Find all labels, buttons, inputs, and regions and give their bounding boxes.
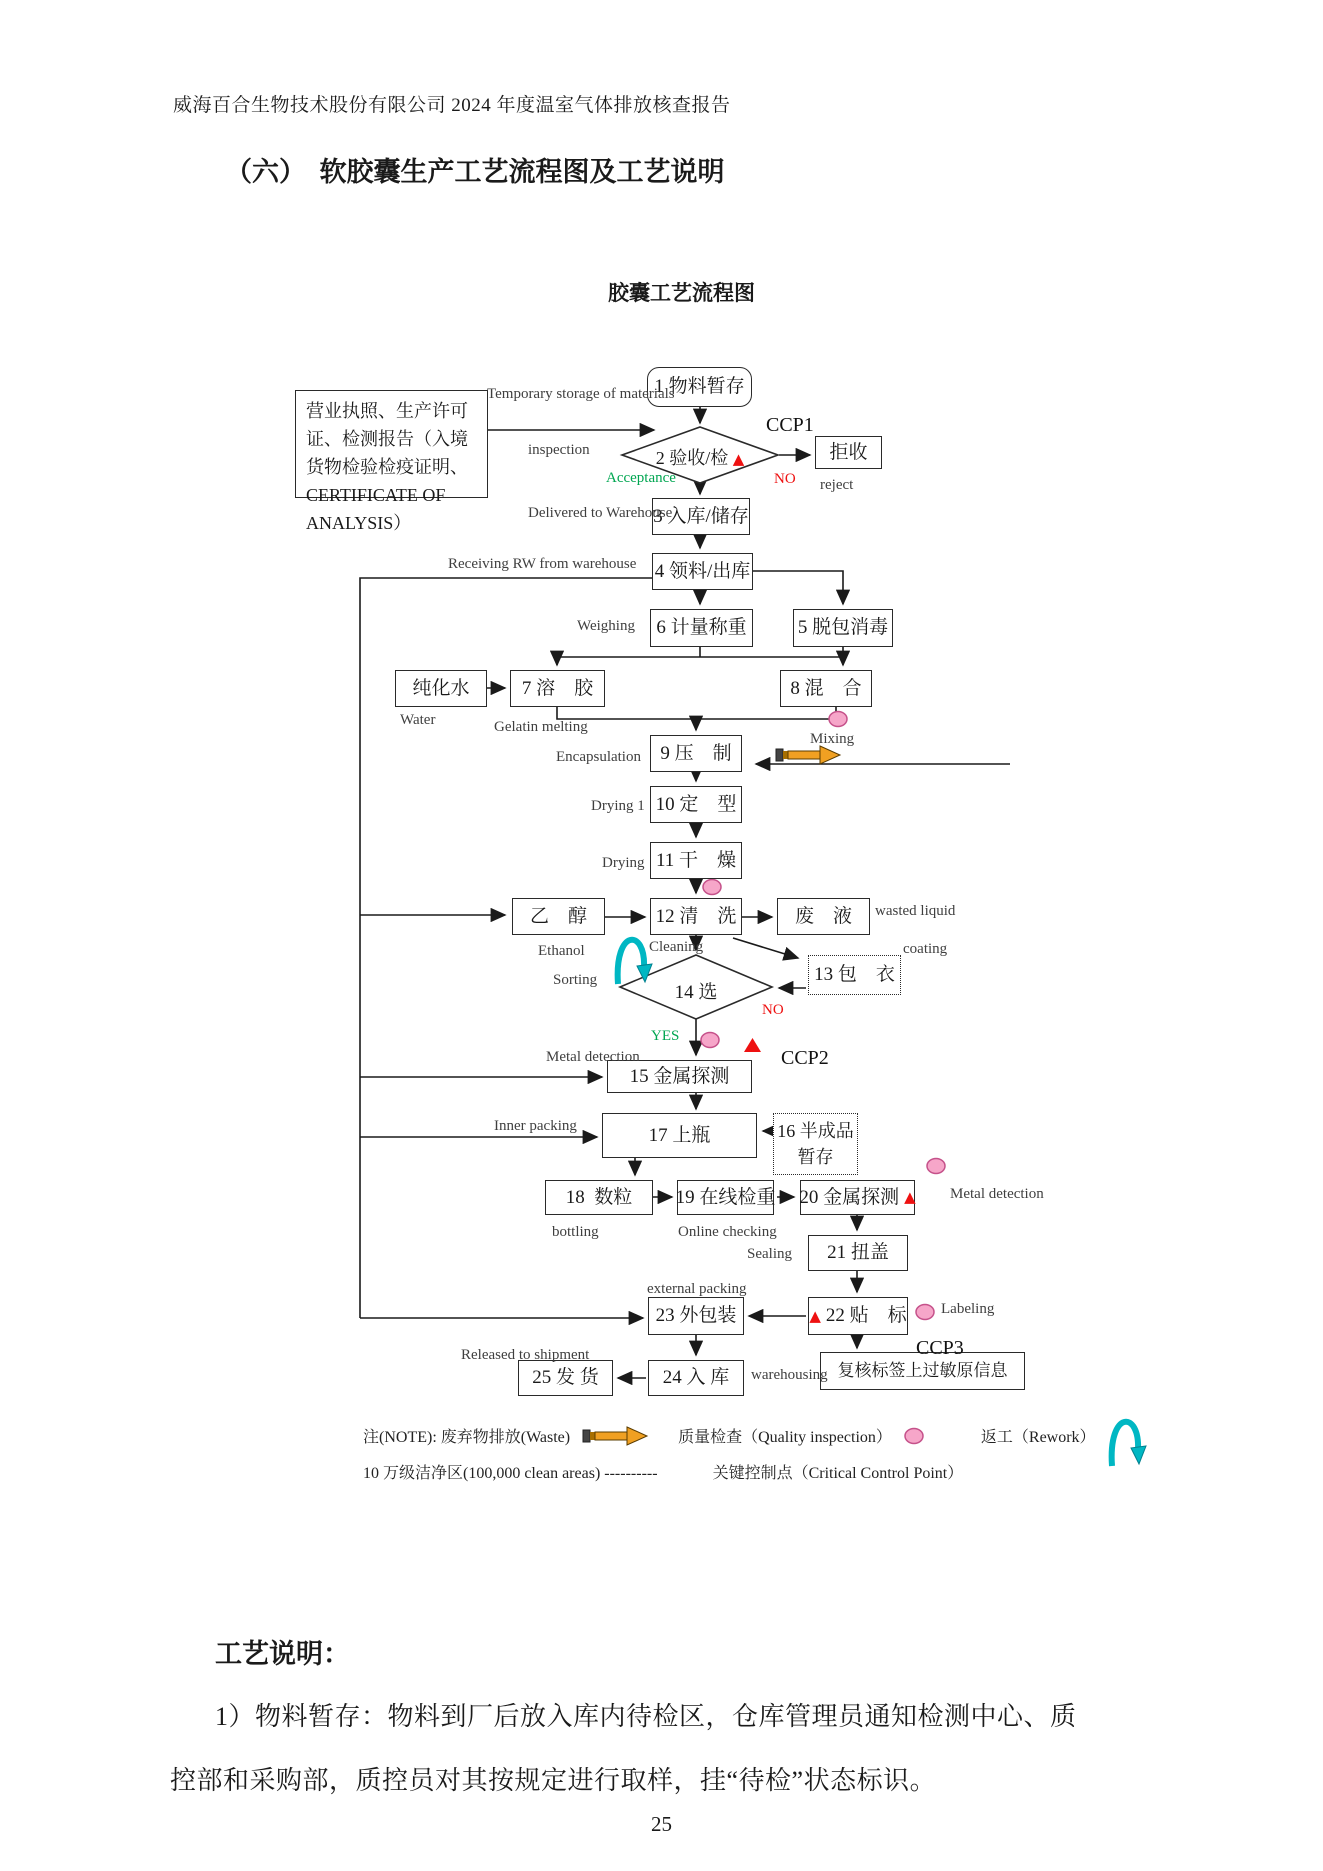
step-17-bottling: 17 上瓶 bbox=[602, 1113, 757, 1158]
label-online-checking: Online checking bbox=[678, 1224, 777, 1240]
legend-ccp-label: 关键控制点（Critical Control Point） bbox=[712, 1465, 964, 1482]
process-notes-line2: 控部和采购部，质控员对其按规定进行取样，挂“待检”状态标识。 bbox=[170, 1766, 937, 1795]
step-8-mixing: 8 混 合 bbox=[780, 670, 872, 707]
step-19-online-check: 19 在线检重 bbox=[677, 1180, 774, 1215]
step-13-coating: 13 包 衣 bbox=[808, 955, 901, 995]
step-21-capping: 21 扭盖 bbox=[808, 1235, 908, 1271]
process-notes-line1: 1）物料暂存：物料到厂后放入库内待检区，仓库管理员通知检测中心、质 bbox=[215, 1702, 1077, 1731]
label-warehousing: warehousing bbox=[751, 1367, 828, 1383]
label-coating: coating bbox=[903, 941, 948, 957]
step-11-drying: 11 干 燥 bbox=[650, 842, 742, 879]
ethanol-box: 乙 醇 bbox=[512, 898, 605, 935]
label-bottling: bottling bbox=[552, 1224, 599, 1240]
legend-rework-label: 返工（Rework） bbox=[980, 1429, 1096, 1446]
label-gelatin-melting: Gelatin melting bbox=[494, 719, 588, 735]
step-20-metal-detection: 20 金属探测 ▲ bbox=[800, 1180, 915, 1215]
waste-arrow-icon bbox=[776, 746, 840, 764]
document-requirements-box: 营业执照、生产许可证、检测报告（入境货物检验检疫证明、CERTIFICATE OF ANALYSIS） bbox=[295, 390, 488, 498]
wasted-liquid-box: 废 液 bbox=[777, 898, 870, 935]
critical-control-point-icon bbox=[744, 1038, 761, 1052]
legend-row-1 bbox=[363, 1424, 1148, 1447]
label-acceptance: Acceptance bbox=[606, 470, 676, 486]
label-water: Water bbox=[400, 712, 436, 728]
quality-check-icon bbox=[902, 1426, 926, 1446]
label-labeling: Labeling bbox=[941, 1301, 995, 1317]
allergen-recheck-box: 复核标签上过敏原信息 bbox=[820, 1352, 1025, 1390]
step-9-encapsulation: 9 压 制 bbox=[650, 735, 742, 772]
label-sorting: Sorting bbox=[553, 972, 598, 988]
label-delivered: Delivered to Warehouse bbox=[528, 505, 673, 521]
label-metal-detection: Metal detection bbox=[950, 1186, 1044, 1202]
label-ccp3: CCP3 bbox=[916, 1337, 964, 1359]
step-4-material-issue: 4 领料/出库 bbox=[652, 553, 753, 590]
label-released: Released to shipment bbox=[461, 1347, 590, 1363]
label-drying1: Drying 1 bbox=[591, 798, 645, 814]
label-ccp2: CCP2 bbox=[781, 1047, 829, 1069]
step-10-shaping: 10 定 型 bbox=[650, 786, 742, 823]
critical-control-point-icon: ▲ bbox=[904, 1188, 916, 1206]
label-mixing: Mixing bbox=[810, 731, 855, 747]
label-ccp1: CCP1 bbox=[766, 414, 814, 436]
quality-check-icon bbox=[829, 712, 847, 727]
reject-box: 拒收 bbox=[815, 436, 882, 469]
label-reject: reject bbox=[820, 477, 854, 493]
quality-check-icon bbox=[927, 1159, 945, 1174]
label-receiving: Receiving RW from warehouse bbox=[448, 556, 637, 572]
quality-check-icon bbox=[916, 1305, 934, 1320]
label-drying: Drying bbox=[602, 855, 645, 871]
purified-water-box: 纯化水 bbox=[395, 670, 487, 707]
process-notes-heading: 工艺说明： bbox=[215, 1639, 350, 1669]
step-25-shipment: 25 发 货 bbox=[518, 1360, 613, 1396]
label-encapsulation: Encapsulation bbox=[556, 749, 641, 765]
legend-quality-label: 质量检查（Quality inspection） bbox=[678, 1429, 892, 1446]
label-metal-detection: Metal detection bbox=[546, 1049, 640, 1065]
label-sealing: Sealing bbox=[747, 1246, 792, 1262]
label-yes: YES bbox=[651, 1028, 680, 1044]
step-18-counting: 18 数粒 bbox=[545, 1180, 653, 1215]
legend-clean-area-label: 10 万级洁净区(100,000 clean areas) ---------- bbox=[363, 1465, 658, 1482]
label-ethanol: Ethanol bbox=[538, 943, 585, 959]
label-external-packing: external packing bbox=[647, 1281, 747, 1297]
quality-check-icon bbox=[701, 1033, 719, 1048]
label-wasted-liquid: wasted liquid bbox=[875, 903, 956, 919]
step-22-labeling: ▲ 22 贴 标 bbox=[808, 1297, 908, 1335]
critical-control-point-icon: ▲ bbox=[809, 1306, 821, 1325]
waste-arrow-icon bbox=[582, 1425, 650, 1447]
step-1-material-temp-storage: 1 物料暂存 bbox=[647, 367, 752, 407]
step-7-gelatin-melting: 7 溶 胶 bbox=[510, 670, 605, 707]
label-no: NO bbox=[762, 1002, 784, 1018]
step-2-inspection-decision: 2 验收/检 ▲ bbox=[655, 448, 745, 468]
step-5-debag-disinfect: 5 脱包消毒 bbox=[793, 609, 893, 647]
step-6-weighing: 6 计量称重 bbox=[650, 609, 753, 647]
quality-check-icon bbox=[703, 880, 721, 895]
step-24-warehousing: 24 入 库 bbox=[648, 1360, 744, 1396]
page-number: 25 bbox=[651, 1812, 672, 1836]
section-title: （六） 软胶囊生产工艺流程图及工艺说明 bbox=[225, 157, 725, 187]
legend-row-2 bbox=[363, 1460, 963, 1483]
legend-waste-label: 注(NOTE): 废弃物排放(Waste) bbox=[363, 1429, 571, 1446]
flowchart-title: 胶囊工艺流程图 bbox=[608, 282, 755, 305]
label-cleaning: Cleaning bbox=[649, 939, 704, 955]
step-12-cleaning: 12 清 洗 bbox=[650, 898, 742, 935]
label-temp-storage: Temporary storage of materials bbox=[487, 386, 675, 402]
step-16-semi-product-storage: 16 半成品 暂存 bbox=[773, 1113, 858, 1175]
label-inner-packing: Inner packing bbox=[494, 1118, 577, 1134]
rework-arrow-icon bbox=[1104, 1400, 1148, 1472]
page-header: 威海百合生物技术股份有限公司 2024 年度温室气体排放核查报告 bbox=[173, 95, 731, 116]
label-weighing: Weighing bbox=[577, 618, 635, 634]
step-23-outer-packing: 23 外包装 bbox=[648, 1297, 744, 1335]
label-no: NO bbox=[774, 471, 796, 487]
step-14-sorting-decision: 14 选 bbox=[674, 982, 718, 1003]
critical-control-point-icon: ▲ bbox=[732, 450, 745, 468]
step-3-warehouse-storage: 3 入库/储存 bbox=[652, 498, 750, 535]
rework-arrow-icon bbox=[618, 940, 652, 984]
step-15-metal-detection: 15 金属探测 bbox=[607, 1060, 752, 1093]
label-inspection: inspection bbox=[528, 442, 590, 458]
